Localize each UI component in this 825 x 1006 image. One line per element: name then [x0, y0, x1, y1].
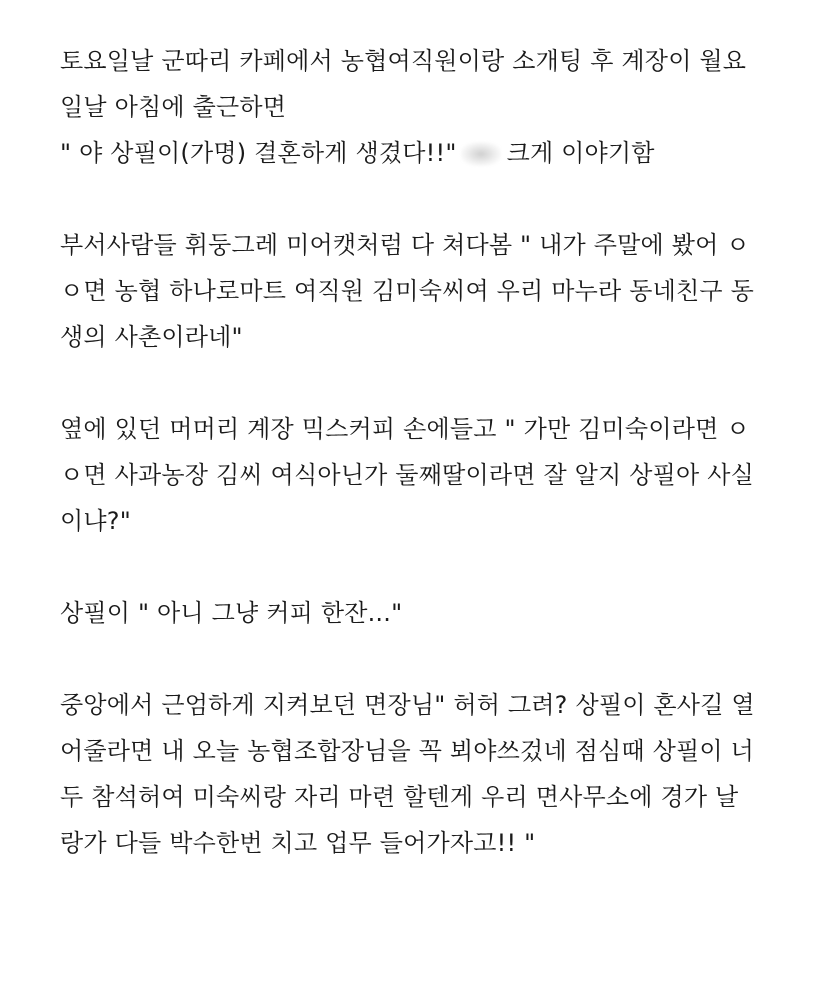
paragraph-gap — [60, 544, 800, 590]
text-line: 부서사람들 휘둥그레 미어캣처럼 다 쳐다봄 " 내가 주말에 봤어 ㅇ — [60, 231, 750, 259]
paragraph-4 — [60, 590, 800, 636]
paragraph-gap — [60, 176, 800, 222]
paragraph-3 — [60, 406, 800, 544]
paragraph-2 — [60, 222, 800, 360]
document-body — [60, 38, 800, 866]
paragraph-gap — [60, 360, 800, 406]
quote-tail-text: 크게 이야기함 — [506, 139, 655, 167]
text-line: 어줄라면 내 오늘 농협조합장님을 꼭 뵈야쓰겄네 점심때 상필이 너 — [60, 737, 754, 765]
text-line: 중앙에서 근엄하게 지켜보던 면장님" 허허 그려? 상필이 혼사길 열 — [60, 691, 755, 719]
text-line: 생의 사촌이라네" — [60, 323, 243, 351]
paragraph-1 — [60, 38, 800, 176]
paragraph-gap — [60, 636, 800, 682]
redaction-smudge — [461, 142, 501, 166]
text-line: 일날 아침에 출근하면 — [60, 93, 287, 121]
quote-text: " 야 상필이(가명) 결혼하게 생겼다!!" — [60, 139, 457, 167]
text-line: 옆에 있던 머머리 계장 믹스커피 손에들고 " 가만 김미숙이라면 ㅇ — [60, 415, 750, 443]
text-line: 랑가 다들 박수한번 치고 업무 들어가자고!! " — [60, 829, 536, 857]
text-line: 두 참석허여 미숙씨랑 자리 마련 할텐게 우리 면사무소에 경가 날 — [60, 783, 739, 811]
text-line: ㅇ면 농협 하나로마트 여직원 김미숙씨여 우리 마누라 동네친구 동 — [60, 277, 754, 305]
text-line: ㅇ면 사과농장 김씨 여식아닌가 둘째딸이라면 잘 알지 상필아 사실 — [60, 461, 754, 489]
text-line: 상필이 " 아니 그냥 커피 한잔..." — [60, 599, 403, 627]
text-line: 이냐?" — [60, 507, 131, 535]
paragraph-5 — [60, 682, 800, 866]
text-line: 토요일날 군따리 카페에서 농협여직원이랑 소개팅 후 계장이 월요 — [60, 47, 747, 75]
text-line-with-smudge — [60, 130, 800, 176]
